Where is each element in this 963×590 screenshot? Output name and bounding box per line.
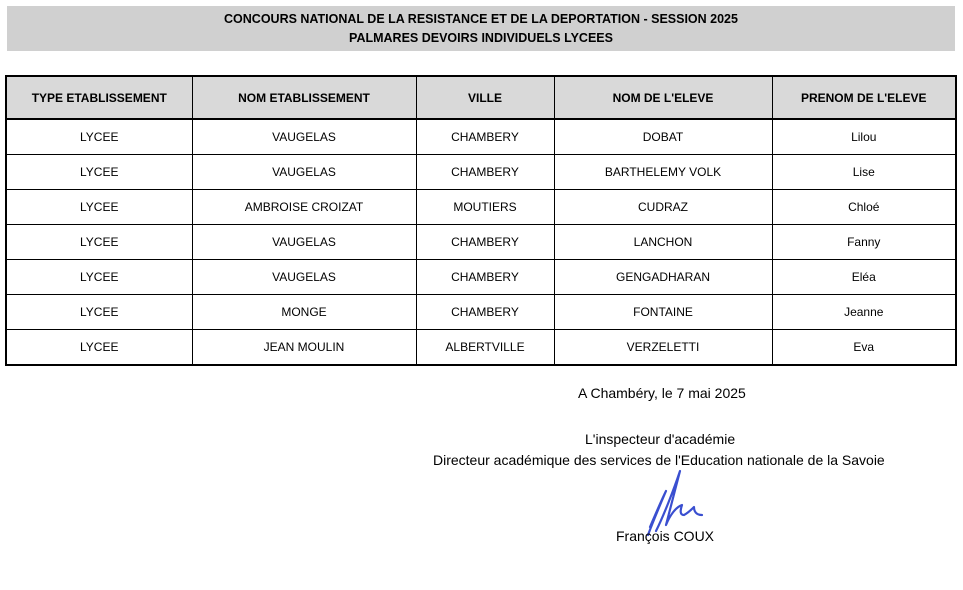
cell-type-etablissement: LYCEE [6, 190, 192, 225]
signature-stroke [648, 471, 702, 535]
cell-nom-etablissement: VAUGELAS [192, 225, 416, 260]
cell-prenom-eleve: Jeanne [772, 295, 956, 330]
table-row [6, 225, 956, 260]
cell-nom-etablissement: JEAN MOULIN [192, 330, 416, 366]
document-title: CONCOURS NATIONAL DE LA RESISTANCE ET DE LA DEPORTATION - SESSION 2025 [224, 12, 738, 26]
cell-type-etablissement: LYCEE [6, 155, 192, 190]
column-header-type-etablissement: TYPE ETABLISSEMENT [6, 76, 192, 119]
cell-nom-etablissement: VAUGELAS [192, 260, 416, 295]
cell-type-etablissement: LYCEE [6, 260, 192, 295]
cell-nom-eleve: CUDRAZ [554, 190, 772, 225]
cell-nom-etablissement: VAUGELAS [192, 119, 416, 155]
table-header-row [6, 76, 956, 119]
table-row [6, 330, 956, 366]
cell-nom-eleve: DOBAT [554, 119, 772, 155]
cell-type-etablissement: LYCEE [6, 119, 192, 155]
cell-nom-eleve: FONTAINE [554, 295, 772, 330]
cell-prenom-eleve: Chloé [772, 190, 956, 225]
table-row [6, 155, 956, 190]
cell-ville: MOUTIERS [416, 190, 554, 225]
cell-nom-eleve: BARTHELEMY VOLK [554, 155, 772, 190]
table-row [6, 119, 956, 155]
cell-ville: CHAMBERY [416, 155, 554, 190]
cell-nom-eleve: LANCHON [554, 225, 772, 260]
cell-prenom-eleve: Eva [772, 330, 956, 366]
column-header-nom-eleve: NOM DE L'ELEVE [554, 76, 772, 119]
table-row [6, 190, 956, 225]
cell-ville: CHAMBERY [416, 260, 554, 295]
cell-ville: ALBERTVILLE [416, 330, 554, 366]
cell-nom-etablissement: VAUGELAS [192, 155, 416, 190]
table-row [6, 260, 956, 295]
cell-prenom-eleve: Lise [772, 155, 956, 190]
cell-ville: CHAMBERY [416, 119, 554, 155]
palmares-table [5, 75, 957, 366]
cell-prenom-eleve: Fanny [772, 225, 956, 260]
document-subtitle: PALMARES DEVOIRS INDIVIDUELS LYCEES [349, 31, 613, 45]
document-title-banner [7, 6, 955, 51]
table-row [6, 295, 956, 330]
cell-type-etablissement: LYCEE [6, 295, 192, 330]
column-header-ville: VILLE [416, 76, 554, 119]
cell-ville: CHAMBERY [416, 225, 554, 260]
cell-type-etablissement: LYCEE [6, 225, 192, 260]
column-header-prenom-eleve: PRENOM DE L'ELEVE [772, 76, 956, 119]
cell-nom-etablissement: AMBROISE CROIZAT [192, 190, 416, 225]
signatory-title: Directeur académique des services de l'Education nationale de la Savoie [433, 452, 885, 468]
cell-ville: CHAMBERY [416, 295, 554, 330]
cell-nom-etablissement: MONGE [192, 295, 416, 330]
cell-nom-eleve: GENGADHARAN [554, 260, 772, 295]
cell-type-etablissement: LYCEE [6, 330, 192, 366]
column-header-nom-etablissement: NOM ETABLISSEMENT [192, 76, 416, 119]
cell-prenom-eleve: Lilou [772, 119, 956, 155]
signatory-role: L'inspecteur d'académie [585, 431, 736, 447]
signature-date: A Chambéry, le 7 mai 2025 [578, 385, 746, 401]
signatory-name: François COUX [616, 528, 715, 544]
cell-prenom-eleve: Eléa [772, 260, 956, 295]
cell-nom-eleve: VERZELETTI [554, 330, 772, 366]
